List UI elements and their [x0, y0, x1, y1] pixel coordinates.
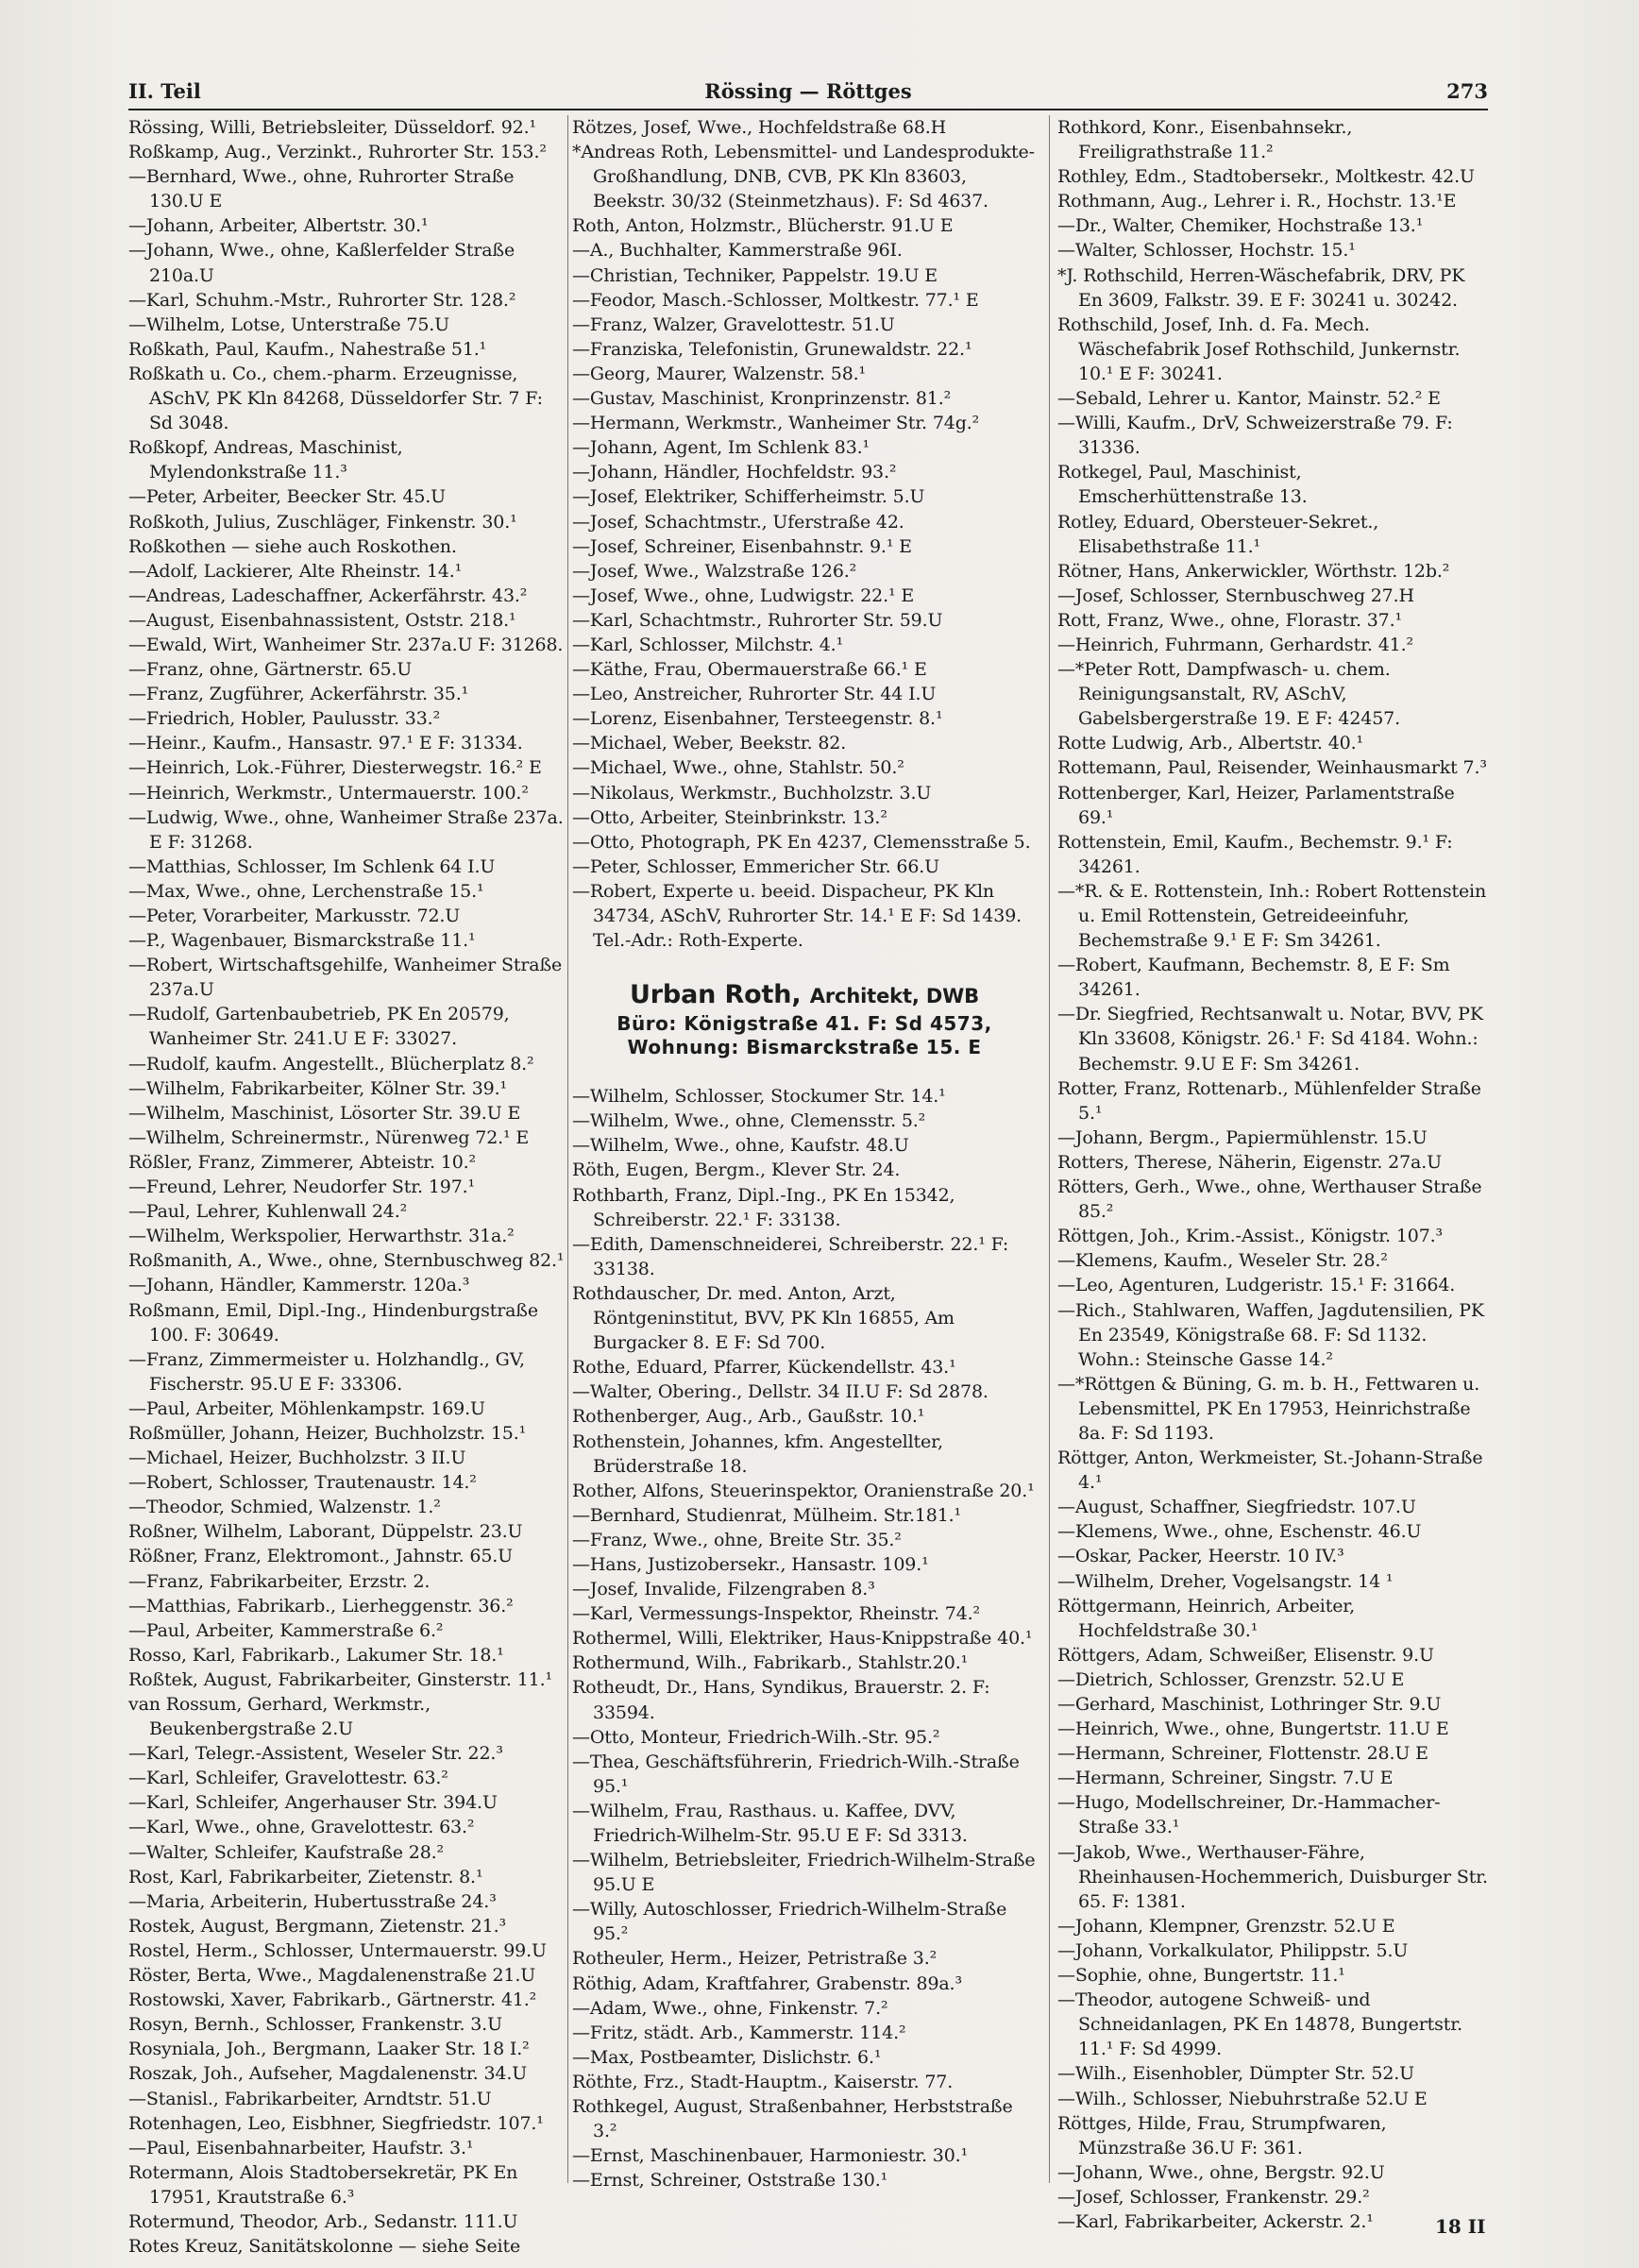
directory-entry: —Paul, Lehrer, Kuhlenwall 24.²: [128, 1201, 408, 1223]
directory-entry: —Wilh., Schlosser, Niebuhrstraße 52.U E: [1057, 2088, 1428, 2109]
directory-entry: —Franz, Fabrikarbeiter, Erzstr. 2.: [128, 1570, 431, 1592]
column-divider: [567, 115, 568, 2183]
ad-office: Büro: Königstraße 41. F: Sd 4573,: [617, 1012, 992, 1036]
directory-entry: —Michael, Weber, Beekstr. 82.: [572, 733, 847, 754]
directory-entry: —Käthe, Frau, Obermauerstraße 66.¹ E: [572, 659, 927, 681]
directory-entry: —Josef, Schreiner, Eisenbahnstr. 9.¹ E: [572, 535, 912, 557]
directory-entry: Roßkothen — siehe auch Roskothen.: [128, 535, 457, 557]
directory-entry: —August, Eisenbahnassistent, Oststr. 218.¹: [128, 609, 516, 631]
directory-entry: —Franz, Wwe., ohne, Breite Str. 35.²: [572, 1529, 902, 1550]
directory-entry: —Freund, Lehrer, Neudorfer Str. 197.¹: [128, 1176, 476, 1198]
directory-entry: —Robert, Schlosser, Trautenaustr. 14.²: [128, 1472, 477, 1494]
directory-entry: Roßkoth, Julius, Zuschläger, Finkenstr. 30.¹: [128, 511, 517, 533]
directory-entry: Rothermund, Wilh., Fabrikarb., Stahlstr.20.¹: [572, 1652, 969, 1674]
directory-entry: —Peter, Vorarbeiter, Markusstr. 72.U: [128, 906, 461, 926]
directory-entry: Rotter, Franz, Rottenarb., Mühlenfelder Straße 5.¹: [1057, 1077, 1481, 1124]
directory-entry: Roßkamp, Aug., Verzinkt., Ruhrorter Str. 153.²: [128, 142, 547, 163]
directory-entry: —Stanisl., Fabrikarbeiter, Arndtstr. 51.U: [128, 2088, 492, 2109]
directory-entry: Röttgen, Joh., Krim.-Assist., Königstr. 107.³: [1057, 1226, 1444, 1247]
column-1: [128, 115, 565, 2258]
directory-entry: —Oskar, Packer, Heerstr. 10 IV.³: [1057, 1546, 1344, 1567]
directory-entry: —Adam, Wwe., ohne, Finkenstr. 7.²: [572, 1997, 888, 2019]
directory-entry: —Josef, Wwe., Walzstraße 126.²: [572, 560, 857, 582]
part-label: II. Teil: [128, 79, 201, 103]
directory-entry: —Thea, Geschäftsführerin, Friedrich-Wilh.-Straße 95.¹: [572, 1751, 1020, 1797]
directory-entry: Rosyn, Bernh., Schlosser, Frankenstr. 3.U: [128, 2014, 502, 2036]
directory-entry: —Josef, Schlosser, Sternbuschweg 27.H: [1057, 584, 1414, 606]
directory-entry: —Peter, Schlosser, Emmericher Str. 66.U: [572, 855, 940, 877]
directory-entry: Rosso, Karl, Fabrikarb., Lakumer Str. 18.¹: [128, 1644, 504, 1666]
column-2-entries-top: [572, 115, 1037, 953]
directory-entry: —Rich., Stahlwaren, Waffen, Jagdutensilien, PK En 23549, Königstraße 68. F: Sd 1132. Wohn.: Steinsche Gasse 14.²: [1057, 1299, 1484, 1370]
directory-entry: —Leo, Anstreicher, Ruhrorter Str. 44 I.U: [572, 684, 937, 705]
directory-entry: Rothdauscher, Dr. med. Anton, Arzt, Röntgeninstitut, BVV, PK Kln 16855, Am Burgacker 8. E F: Sd 700.: [572, 1282, 955, 1354]
directory-entry: —Karl, Telegr.-Assistent, Weseler Str. 22.³: [128, 1743, 503, 1765]
directory-entry: Rothkegel, August, Straßenbahner, Herbststraße 3.²: [572, 2096, 1013, 2142]
directory-entry: —Robert, Kaufmann, Bechemstr. 8, E F: Sm 34261.: [1057, 955, 1450, 1001]
directory-entry: —P., Wagenbauer, Bismarckstraße 11.¹: [128, 930, 476, 952]
directory-entry: Rößler, Franz, Zimmerer, Abteistr. 10.²: [128, 1151, 476, 1173]
directory-entry: —Peter, Arbeiter, Beecker Str. 45.U: [128, 486, 447, 508]
directory-entry: —Walter, Obering., Dellstr. 34 II.U F: Sd 2878.: [572, 1381, 988, 1403]
directory-entry: Rothbarth, Franz, Dipl.-Ing., PK En 15342, Schreiberstr. 22.¹ F: 33138.: [572, 1184, 955, 1230]
directory-entry: —Wilhelm, Wwe., ohne, Clemensstr. 5.²: [572, 1110, 926, 1132]
directory-entry: Rothermel, Willi, Elektriker, Haus-Knippstraße 40.¹: [572, 1628, 1033, 1650]
directory-entry: —Robert, Experte u. beeid. Dispacheur, PK Kln 34734, ASchV, Ruhrorter Str. 14.¹ E F: Sd 1439. Tel.-Adr.: Roth-Experte.: [572, 880, 1022, 952]
directory-entry: —Karl, Wwe., ohne, Gravelottestr. 63.²: [128, 1817, 475, 1838]
directory-entry: —Georg, Maurer, Walzenstr. 58.¹: [572, 363, 867, 384]
directory-entry: —Wilhelm, Betriebsleiter, Friedrich-Wilhelm-Straße 95.U E: [572, 1850, 1036, 1896]
header-rule: [128, 109, 1488, 110]
directory-entry: —Bernhard, Wwe., ohne, Ruhrorter Straße 130.U E: [128, 166, 515, 212]
directory-entry: —Otto, Arbeiter, Steinbrinkstr. 13.²: [572, 806, 887, 828]
directory-entry: Rothley, Edm., Stadtobersekr., Moltkestr. 42.U: [1057, 166, 1475, 188]
directory-entry: Rothkord, Konr., Eisenbahnsekr., Freiligrathstraße 11.²: [1057, 117, 1353, 163]
directory-entry: —Johann, Bergm., Papiermühlenstr. 15.U: [1057, 1126, 1428, 1148]
directory-entry: van Rossum, Gerhard, Werkmstr., Beukenbergstraße 2.U: [128, 1694, 431, 1740]
directory-entry: —Matthias, Schlosser, Im Schlenk 64 I.U: [128, 855, 496, 877]
directory-entry: —Otto, Monteur, Friedrich-Wilh.-Str. 95.²: [572, 1726, 940, 1748]
directory-entry: —Willi, Kaufm., DrV, Schweizerstraße 79. F: 31336.: [1057, 413, 1453, 459]
directory-entry: Roth, Anton, Holzmstr., Blücherstr. 91.U E: [572, 215, 954, 237]
directory-entry: Rother, Alfons, Steuerinspektor, Oranienstraße 20.¹: [572, 1480, 1035, 1501]
directory-entry: —Nikolaus, Werkmstr., Buchholzstr. 3.U: [572, 782, 932, 804]
directory-entry: —Johann, Händler, Kammerstr. 120a.³: [128, 1275, 470, 1296]
directory-entry: —Josef, Schachtmstr., Uferstraße 42.: [572, 511, 904, 533]
directory-entry: —Sebald, Lehrer u. Kantor, Mainstr. 52.² E: [1057, 388, 1441, 410]
directory-entry: —Michael, Wwe., ohne, Stahlstr. 50.²: [572, 757, 904, 779]
directory-entry: —Matthias, Fabrikarb., Lierheggenstr. 36.²: [128, 1595, 514, 1616]
directory-entry: —Franz, Zugführer, Ackerfährstr. 35.¹: [128, 684, 469, 705]
directory-entry: Rostek, August, Bergmann, Zietenstr. 21.³: [128, 1915, 506, 1937]
directory-entry: Rostowski, Xaver, Fabrikarb., Gärtnerstr. 41.²: [128, 1989, 537, 2011]
directory-entry: —Heinrich, Wwe., ohne, Bungertstr. 11.U E: [1057, 1718, 1449, 1740]
directory-entry: —Dr. Siegfried, Rechtsanwalt u. Notar, BVV, PK Kln 33608, Königstr. 26.¹ F: Sd 4184. Wohn.: Bechemstr. 9.U E F: Sm 34261.: [1057, 1004, 1483, 1075]
directory-entry: Roßtek, August, Fabrikarbeiter, Ginsterstr. 11.¹: [128, 1668, 552, 1690]
directory-entry: —Karl, Schleifer, Gravelottestr. 63.²: [128, 1768, 448, 1789]
directory-entry: —Gerhard, Maschinist, Lothringer Str. 9.U: [1057, 1694, 1442, 1715]
directory-entry: Rotenhagen, Leo, Eisbhner, Siegfriedstr. 107.¹: [128, 2112, 544, 2134]
directory-entry: —Josef, Wwe., ohne, Ludwigstr. 22.¹ E: [572, 584, 915, 606]
directory-entry: —Dr., Walter, Chemiker, Hochstraße 13.¹: [1057, 215, 1424, 237]
directory-entry: Röthig, Adam, Kraftfahrer, Grabenstr. 89a.³: [572, 1972, 962, 1994]
page-number: 273: [1446, 79, 1488, 103]
directory-entry: Rotte Ludwig, Arb., Albertstr. 40.¹: [1057, 733, 1363, 754]
directory-entry: —*R. & E. Rottenstein, Inh.: Robert Rottenstein u. Emil Rottenstein, Getreideeinfuhr, Bechemstraße 9.¹ E F: Sm 34261.: [1057, 880, 1487, 952]
directory-entry: —Heinr., Kaufm., Hansastr. 97.¹ E F: 31334.: [128, 733, 523, 754]
directory-entry: —Karl, Schlosser, Milchstr. 4.¹: [572, 634, 844, 655]
directory-entry: —Karl, Schachtmstr., Ruhrorter Str. 59.U: [572, 609, 943, 631]
directory-entry: Rotheuler, Herm., Heizer, Petristraße 3.²: [572, 1948, 938, 1970]
column-divider: [1049, 115, 1050, 2183]
column-2: [572, 115, 1037, 2221]
directory-entry: —Sophie, ohne, Bungertstr. 11.¹: [1057, 1965, 1345, 1987]
directory-entry: Roszak, Joh., Aufseher, Magdalenenstr. 34.U: [128, 2063, 528, 2085]
directory-entry: Rost, Karl, Fabrikarbeiter, Zietenstr. 8.¹: [128, 1866, 483, 1887]
ad-home: Wohnung: Bismarckstraße 15. E: [627, 1036, 982, 1059]
directory-entry: Röttgers, Adam, Schweißer, Elisenstr. 9.U: [1057, 1644, 1434, 1666]
directory-entry: Rothe, Eduard, Pfarrer, Kückendellstr. 43.¹: [572, 1357, 956, 1379]
directory-entry: —Walter, Schleifer, Kaufstraße 28.²: [128, 1841, 445, 1863]
directory-entry: Rößner, Franz, Elektromont., Jahnstr. 65.U: [128, 1546, 514, 1567]
directory-entry: —August, Schaffner, Siegfriedstr. 107.U: [1057, 1497, 1416, 1518]
directory-entry: —Rudolf, Gartenbaubetrieb, PK En 20579, Wanheimer Str. 241.U E F: 33027.: [128, 1004, 510, 1050]
directory-entry: —Paul, Arbeiter, Kammerstraße 6.²: [128, 1619, 444, 1641]
directory-entry: —Wilhelm, Schreinermstr., Nürenweg 72.¹ E: [128, 1126, 530, 1148]
directory-entry: Roßmanith, A., Wwe., ohne, Sternbuschweg 82.¹: [128, 1250, 565, 1272]
directory-entry: Rötzes, Josef, Wwe., Hochfeldstraße 68.H: [572, 117, 947, 138]
directory-entry: —Johann, Wwe., ohne, Kaßlerfelder Straße 210a.U: [128, 240, 515, 286]
directory-entry: Röthte, Frz., Stadt-Hauptm., Kaiserstr. 77.: [572, 2071, 954, 2092]
directory-entry: —Franz, Zimmermeister u. Holzhandlg., GV, Fischerstr. 95.U E F: 33306.: [128, 1348, 525, 1395]
directory-entry: Rötters, Gerh., Wwe., ohne, Werthauser Straße 85.²: [1057, 1176, 1482, 1223]
directory-entry: —Ernst, Schreiner, Oststraße 130.¹: [572, 2170, 888, 2192]
ad-name: Urban Roth,: [629, 980, 802, 1010]
directory-entry: —Maria, Arbeiterin, Hubertusstraße 24.³: [128, 1890, 497, 1912]
directory-entry: Röttger, Anton, Werkmeister, St.-Johann-Straße 4.¹: [1057, 1447, 1483, 1494]
directory-entry: Rotes Kreuz, Sanitätskolonne — siehe Seite: [128, 2236, 521, 2258]
directory-entry: —Paul, Eisenbahnarbeiter, Haufstr. 3.¹: [128, 2137, 474, 2158]
directory-entry: —Karl, Vermessungs-Inspektor, Rheinstr. 74.²: [572, 1603, 980, 1625]
directory-entry: Röth, Eugen, Bergm., Klever Str. 24.: [572, 1159, 901, 1181]
directory-entry: —Max, Postbeamter, Dislichstr. 6.¹: [572, 2046, 882, 2068]
directory-entry: Rötner, Hans, Ankerwickler, Wörthstr. 12b.²: [1057, 560, 1450, 582]
directory-entry: —Franziska, Telefonistin, Grunewaldstr. 22.¹: [572, 338, 972, 360]
directory-entry: —Ewald, Wirt, Wanheimer Str. 237a.U F: 31268.: [128, 634, 564, 655]
directory-entry: —Rudolf, kaufm. Angestellt., Blücherplatz 8.²: [128, 1053, 534, 1075]
directory-entry: —Johann, Wwe., ohne, Bergstr. 92.U: [1057, 2161, 1385, 2183]
directory-entry: Rottenstein, Emil, Kaufm., Bechemstr. 9.¹ F: 34261.: [1057, 831, 1453, 877]
directory-entry: —*Peter Rott, Dampfwasch- u. chem. Reinigungsanstalt, RV, ASchV, Gabelsbergerstraße 19. E F: 42457.: [1057, 659, 1400, 730]
directory-entry: —Theodor, Schmied, Walzenstr. 1.²: [128, 1497, 441, 1518]
directory-entry: —Adolf, Lackierer, Alte Rheinstr. 14.¹: [128, 560, 463, 582]
directory-entry: Rott, Franz, Wwe., ohne, Florastr. 37.¹: [1057, 609, 1402, 631]
directory-entry: —Hermann, Schreiner, Flottenstr. 28.U E: [1057, 1743, 1428, 1765]
directory-entry: —A., Buchhalter, Kammerstraße 96I.: [572, 240, 903, 262]
directory-entry: Röttges, Hilde, Frau, Strumpfwaren, Münzstraße 36.U F: 361.: [1057, 2112, 1387, 2158]
directory-entry: —Karl, Fabrikarbeiter, Ackerstr. 2.¹: [1057, 2210, 1374, 2232]
directory-entry: —Robert, Wirtschaftsgehilfe, Wanheimer Straße 237a.U: [128, 955, 563, 1001]
directory-entry: Rottemann, Paul, Reisender, Weinhausmarkt 7.³: [1057, 757, 1487, 779]
directory-entry: Rosyniala, Joh., Bergmann, Laaker Str. 18 I.²: [128, 2039, 530, 2060]
directory-entry: —Lorenz, Eisenbahner, Tersteegenstr. 8.¹: [572, 708, 943, 730]
directory-entry: Rotley, Eduard, Obersteuer-Sekret., Elisabethstraße 11.¹: [1057, 511, 1379, 557]
directory-entry: —Wilhelm, Frau, Rasthaus. u. Kaffee, DVV, Friedrich-Wilhelm-Str. 95.U E F: Sd 3313.: [572, 1800, 968, 1846]
directory-entry: Rössing, Willi, Betriebsleiter, Düsseldorf. 92.¹: [128, 117, 536, 138]
directory-entry: Röttgermann, Heinrich, Arbeiter, Hochfeldstraße 30.¹: [1057, 1595, 1356, 1641]
directory-entry: —Johann, Klempner, Grenzstr. 52.U E: [1057, 1915, 1395, 1937]
directory-entry: —Ernst, Maschinenbauer, Harmoniestr. 30.¹: [572, 2145, 969, 2167]
directory-entry: —Leo, Agenturen, Ludgeristr. 15.¹ F: 31664.: [1057, 1275, 1456, 1296]
directory-entry: —Michael, Heizer, Buchholzstr. 3 II.U: [128, 1447, 466, 1469]
directory-entry: —Dietrich, Schlosser, Grenzstr. 52.U E: [1057, 1668, 1405, 1690]
directory-entry: *J. Rothschild, Herren-Wäschefabrik, DRV, PK En 3609, Falkstr. 39. E F: 30241 u. 30242.: [1057, 264, 1465, 311]
directory-entry: —Heinrich, Werkmstr., Untermauerstr. 100.²: [128, 782, 529, 804]
directory-entry: Roßner, Wilhelm, Laborant, Düppelstr. 23.U: [128, 1521, 523, 1543]
directory-entry: —Heinrich, Fuhrmann, Gerhardstr. 41.²: [1057, 634, 1413, 655]
directory-entry: —Johann, Arbeiter, Albertstr. 30.¹: [128, 215, 429, 237]
directory-entry: Roßkath u. Co., chem.-pharm. Erzeugnisse, ASchV, PK Kln 84268, Düsseldorfer Str. 7 F: Sd 3048.: [128, 363, 543, 434]
directory-entry: —Wilhelm, Lotse, Unterstraße 75.U: [128, 313, 450, 335]
directory-entry: —Ludwig, Wwe., ohne, Wanheimer Straße 237a. E F: 31268.: [128, 806, 564, 853]
directory-entry: —Max, Wwe., ohne, Lerchenstraße 15.¹: [128, 880, 484, 902]
directory-entry: Roßkath, Paul, Kaufm., Nahestraße 51.¹: [128, 338, 487, 360]
directory-entry: —Wilhelm, Fabrikarbeiter, Kölner Str. 39.¹: [128, 1077, 507, 1099]
directory-entry: —Heinrich, Lok.-Führer, Diesterwegstr. 16.² E: [128, 757, 542, 779]
directory-entry: Roßmann, Emil, Dipl.-Ing., Hindenburgstraße 100. F: 30649.: [128, 1299, 538, 1346]
directory-entry: —Karl, Schuhm.-Mstr., Ruhrorter Str. 128.²: [128, 289, 516, 311]
directory-entry: —Wilhelm, Wwe., ohne, Kaufstr. 48.U: [572, 1135, 909, 1157]
directory-entry: —Wilhelm, Schlosser, Stockumer Str. 14.¹: [572, 1086, 946, 1108]
signature-mark: 18 II: [1435, 2215, 1486, 2238]
directory-entry: Rotermund, Theodor, Arb., Sedanstr. 111.U: [128, 2210, 518, 2232]
directory-entry: —Theodor, autogene Schweiß- und Schneidanlagen, PK En 14878, Bungertstr. 11.¹ F: Sd 4999.: [1057, 1989, 1462, 2060]
directory-entry: —Wilhelm, Dreher, Vogelsangstr. 14 ¹: [1057, 1570, 1394, 1592]
directory-entry: Roßmüller, Johann, Heizer, Buchholzstr. 15.¹: [128, 1422, 527, 1444]
directory-entry: —Johann, Agent, Im Schlenk 83.¹: [572, 437, 870, 459]
directory-entry: —Franz, Walzer, Gravelottestr. 51.U: [572, 313, 895, 335]
directory-entry: Rothenstein, Johannes, kfm. Angestellter, Brüderstraße 18.: [572, 1430, 943, 1477]
directory-entry: —Karl, Schleifer, Angerhauser Str. 394.U: [128, 1792, 498, 1814]
directory-entry: —Johann, Händler, Hochfeldstr. 93.²: [572, 462, 897, 483]
directory-entry: Rothmann, Aug., Lehrer i. R., Hochstr. 13.¹E: [1057, 191, 1457, 212]
directory-entry: —Wilhelm, Werkspolier, Herwarthstr. 31a.²: [128, 1226, 515, 1247]
page-title: Rössing — Röttges: [704, 79, 912, 103]
directory-entry: —Edith, Damenschneiderei, Schreiberstr. 22.¹ F: 33138.: [572, 1233, 1009, 1279]
advertisement-urban-roth: [572, 979, 1037, 1059]
directory-entry: —Wilhelm, Maschinist, Lösorter Str. 39.U E: [128, 1102, 521, 1124]
directory-entry: —*Röttgen & Büning, G. m. b. H., Fettwaren u. Lebensmittel, PK En 17953, Heinrichstraße 8a. F: Sd 1193.: [1057, 1373, 1480, 1444]
directory-entry: Rostel, Herm., Schlosser, Untermauerstr. 99.U: [128, 1939, 547, 1961]
directory-entry: —Willy, Autoschlosser, Friedrich-Wilhelm-Straße 95.²: [572, 1899, 1007, 1945]
directory-entry: Rotters, Therese, Näherin, Eigenstr. 27a.U: [1057, 1151, 1442, 1173]
directory-entry: —Feodor, Masch.-Schlosser, Moltkestr. 77.¹ E: [572, 289, 979, 311]
directory-entry: —Hermann, Schreiner, Singstr. 7.U E: [1057, 1768, 1394, 1789]
directory-entry: —Friedrich, Hobler, Paulusstr. 33.²: [128, 708, 441, 730]
directory-entry: —Josef, Invalide, Filzengraben 8.³: [572, 1579, 875, 1600]
directory-entry: Röster, Berta, Wwe., Magdalenenstraße 21.U: [128, 1965, 536, 1987]
directory-entry: Rottenberger, Karl, Heizer, Parlamentstraße 69.¹: [1057, 782, 1455, 828]
directory-entry: —Johann, Vorkalkulator, Philippstr. 5.U: [1057, 1939, 1409, 1961]
directory-entry: —Walter, Schlosser, Hochstr. 15.¹: [1057, 240, 1356, 262]
directory-entry: —Klemens, Wwe., ohne, Eschenstr. 46.U: [1057, 1521, 1422, 1543]
directory-entry: Rotermann, Alois Stadtobersekretär, PK En 17951, Krautstraße 6.³: [128, 2161, 518, 2208]
directory-entry: —Josef, Elektriker, Schifferheimstr. 5.U: [572, 486, 925, 508]
directory-entry: —Christian, Techniker, Pappelstr. 19.U E: [572, 264, 938, 286]
directory-entry: —Paul, Arbeiter, Möhlenkampstr. 169.U: [128, 1397, 485, 1419]
directory-entry: —Wilh., Eisenhobler, Dümpter Str. 52.U: [1057, 2063, 1415, 2085]
column-2-entries-bottom: [572, 1084, 1037, 2192]
directory-entry: Rotheudt, Dr., Hans, Syndikus, Brauerstr. 2. F: 33594.: [572, 1677, 990, 1723]
directory-entry: Rothschild, Josef, Inh. d. Fa. Mech. Wäschefabrik Josef Rothschild, Junkernstr. 10.¹ E F: 30241.: [1057, 313, 1461, 384]
directory-entry: *Andreas Roth, Lebensmittel- und Landesprodukte-Großhandlung, DNB, CVB, PK Kln 83603, Beekstr. 30/32 (Steinmetzhaus). F: Sd 4637.: [572, 142, 1035, 212]
directory-entry: Roßkopf, Andreas, Maschinist, Mylendonkstraße 11.³: [128, 437, 403, 483]
directory-entry: —Franz, ohne, Gärtnerstr. 65.U: [128, 659, 413, 681]
directory-entry: Rothenberger, Aug., Arb., Gaußstr. 10.¹: [572, 1406, 925, 1428]
directory-entry: —Hermann, Werkmstr., Wanheimer Str. 74g.²: [572, 413, 980, 434]
ad-title: Architekt, DWB: [809, 985, 980, 1008]
directory-entry: —Josef, Schlosser, Frankenstr. 29.²: [1057, 2186, 1370, 2208]
directory-entry: —Jakob, Wwe., Werthauser-Fähre, Rheinhausen-Hochemmerich, Duisburger Str. 65. F: 1381.: [1057, 1841, 1488, 1912]
directory-entry: —Hans, Justizobersekr., Hansastr. 109.¹: [572, 1553, 929, 1575]
directory-entry: Rotkegel, Paul, Maschinist, Emscherhüttenstraße 13.: [1057, 462, 1308, 508]
directory-entry: —Andreas, Ladeschaffner, Ackerfährstr. 43.²: [128, 584, 528, 606]
directory-entry: —Gustav, Maschinist, Kronprinzenstr. 81.²: [572, 388, 952, 410]
directory-entry: —Fritz, städt. Arb., Kammerstr. 114.²: [572, 2022, 906, 2043]
directory-entry: —Klemens, Kaufm., Weseler Str. 28.²: [1057, 1250, 1388, 1272]
directory-entry: —Hugo, Modellschreiner, Dr.-Hammacher-Straße 33.¹: [1057, 1792, 1441, 1838]
directory-entry: —Otto, Photograph, PK En 4237, Clemensstraße 5.: [572, 831, 1031, 853]
directory-entry: —Bernhard, Studienrat, Mülheim. Str.181.¹: [572, 1504, 962, 1526]
